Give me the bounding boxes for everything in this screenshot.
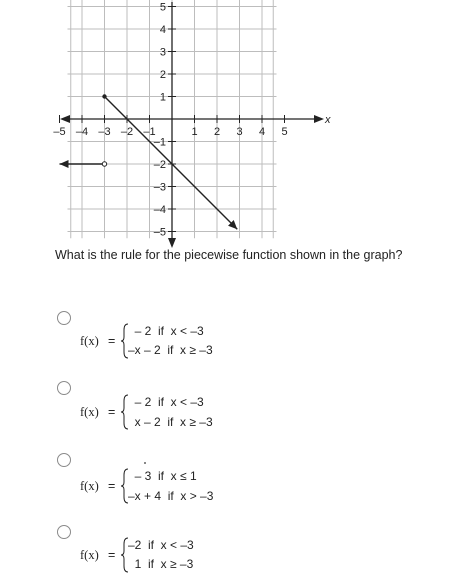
choice-b[interactable] <box>0 372 465 442</box>
choice-c-radio[interactable] <box>57 453 71 467</box>
choice-b-piece-2: x – 2 if x ≥ –3 <box>128 415 213 429</box>
y-tick-label: 5 <box>159 1 166 14</box>
choice-a-equals: = <box>108 334 116 348</box>
coordinate-graph <box>0 0 465 250</box>
choice-c-equals: = <box>108 479 116 493</box>
choice-c-dot <box>144 462 146 464</box>
choice-d[interactable] <box>0 516 465 578</box>
graph-svg <box>0 0 465 250</box>
y-tick-label: –2 <box>153 159 166 171</box>
choice-a-piece-2: –x – 2 if x ≥ –3 <box>128 343 213 357</box>
choice-d-equals: = <box>108 548 116 562</box>
x-axis-left-arrow <box>60 115 70 123</box>
x-axis-right-arrow <box>314 115 324 123</box>
choice-a-function-name: f(x) <box>80 334 99 348</box>
choice-d-function-name: f(x) <box>80 548 99 562</box>
y-tick-label: –4 <box>153 204 166 216</box>
x-tick-label: –1 <box>143 126 156 138</box>
x-tick-label: 1 <box>191 126 198 138</box>
choice-a[interactable] <box>0 300 465 370</box>
choice-c-piece-2: –x + 4 if x > –3 <box>128 489 214 503</box>
y-tick-label: –1 <box>153 136 166 149</box>
segment-arrowhead <box>60 160 69 168</box>
x-tick-label: –2 <box>120 126 134 138</box>
open-endpoint <box>102 162 106 166</box>
question-text: What is the rule for the piecewise function shown in the graph? <box>55 248 403 262</box>
y-tick-label: –5 <box>153 226 166 239</box>
choice-c-piece-1: – 3 if x ≤ 1 <box>128 469 197 483</box>
x-tick-label: –4 <box>75 126 89 138</box>
x-tick-label: 2 <box>213 126 221 138</box>
y-tick-label: 1 <box>159 91 166 104</box>
closed-endpoint <box>102 94 106 98</box>
y-tick-label: –3 <box>153 181 166 194</box>
x-tick-label: 3 <box>236 126 243 138</box>
choice-d-piece-2: 1 if x ≥ –3 <box>128 557 194 571</box>
choice-b-piece-1: – 2 if x < –3 <box>128 395 204 409</box>
choice-d-radio[interactable] <box>57 525 71 539</box>
choice-d-piece-1: –2 if x < –3 <box>128 538 194 552</box>
x-axis-label: x <box>325 114 331 126</box>
choice-b-equals: = <box>108 405 116 419</box>
choice-b-function-name: f(x) <box>80 405 99 419</box>
y-tick-label: 4 <box>159 24 166 36</box>
choice-a-radio[interactable] <box>57 311 71 325</box>
y-tick-label: 2 <box>159 69 166 81</box>
choice-a-piece-1: – 2 if x < –3 <box>128 324 204 338</box>
y-axis-down-arrow <box>168 238 176 248</box>
choice-c[interactable] <box>0 444 465 514</box>
x-tick-label: –5 <box>53 126 66 138</box>
y-tick-label: 3 <box>159 46 166 59</box>
choice-c-function-name: f(x) <box>80 479 99 493</box>
x-tick-label: 5 <box>281 126 288 138</box>
x-tick-label: 4 <box>258 126 266 138</box>
x-tick-label: –3 <box>98 126 111 138</box>
choice-b-radio[interactable] <box>57 381 71 395</box>
